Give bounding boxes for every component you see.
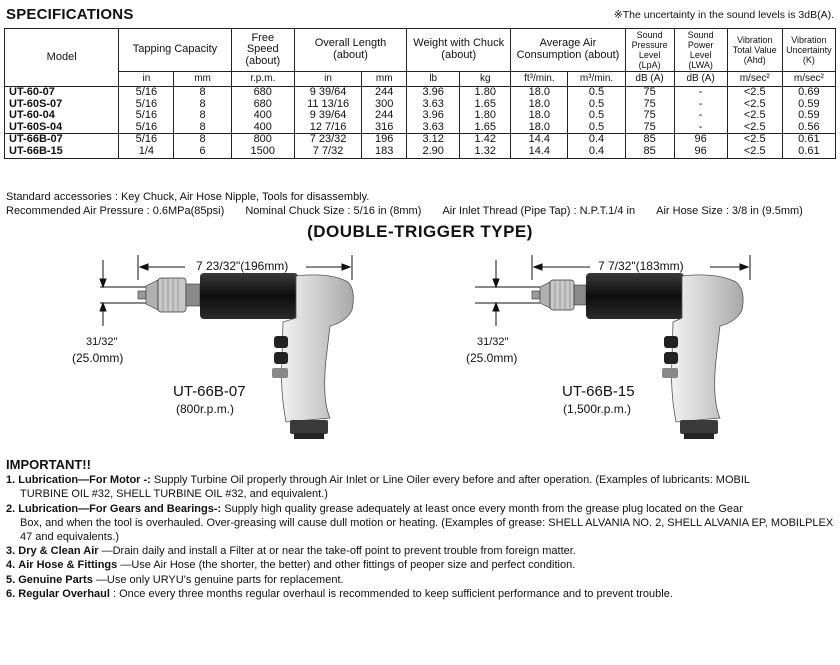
double-trigger [272, 336, 288, 378]
item-heading: Regular Overhaul [18, 587, 110, 600]
recommended-specs [6, 204, 803, 218]
item-text: —Drain daily and install a Filter at or near the take-off point to prevent trouble from foreign matter. [101, 545, 576, 558]
unit-cell: lb [407, 72, 460, 87]
table-cell: 8 [174, 122, 231, 134]
tool2-length-label: 7 7/32"(183mm) [598, 259, 684, 273]
air-inlet [290, 420, 328, 434]
double-trigger [662, 336, 678, 378]
drill-chuck [532, 280, 586, 310]
table-row [5, 110, 836, 122]
table-cell: 14.4 [511, 134, 568, 146]
item-heading: Lubrication—For Gears and Bearings-: [18, 502, 222, 515]
table-row [5, 87, 836, 99]
table-row [5, 122, 836, 134]
table-cell: 0.61 [782, 134, 835, 146]
important-item [6, 544, 834, 558]
table-cell: 0.5 [568, 99, 625, 111]
model-group-ut60 [5, 87, 836, 134]
item-text: —Use Air Hose (the shorter, the better) and other fittings of peoper size and perfect condition. [120, 559, 576, 572]
table-cell: 183 [362, 146, 407, 158]
item-heading: Dry & Clean Air [18, 545, 99, 558]
item-number: 4. [6, 559, 16, 572]
table-cell: 1.32 [460, 146, 511, 158]
item-continuation: Box, and when the tool is overhauled. Over-greasing will cause dull motion or heating. (Examples of grease: SHELL ALVANIA NO. 2, SHELL ALVANIA EP, MOBILPLEX 47 and equivalents.) [20, 516, 834, 544]
important-item [6, 573, 834, 587]
units-row [5, 72, 836, 87]
item-number: 1. [6, 474, 16, 487]
table-cell: 0.61 [782, 146, 835, 158]
table-cell: 75 [625, 122, 674, 134]
motor-body [200, 273, 298, 319]
table-cell: 5/16 [119, 122, 174, 134]
col-model: Model [5, 29, 119, 87]
item-heading: Air Hose & Fittings [18, 559, 118, 572]
tool1-height-in: 31/32" [86, 336, 118, 348]
item-number: 2. [6, 502, 16, 515]
col-sound-pressure: Sound Pressure Level (LpA) [625, 29, 674, 72]
model-group-ut66b [5, 134, 836, 158]
tool2-speed: (1,500r.p.m.) [563, 402, 632, 416]
table-cell: 8 [174, 99, 231, 111]
table-cell: 1500 [231, 146, 294, 158]
table-cell: 1.80 [460, 87, 511, 99]
tool2-model: UT-66B-15 [562, 383, 635, 400]
table-cell: - [674, 99, 727, 111]
table-cell: <2.5 [727, 87, 782, 99]
table-row [5, 134, 836, 146]
important-item [6, 558, 834, 572]
table-cell: 14.4 [511, 146, 568, 158]
item-text: —Use only URYU's genuine parts for replacement. [95, 573, 344, 586]
table-cell: 0.59 [782, 110, 835, 122]
unit-cell: m³/min. [568, 72, 625, 87]
unit-cell: kg [460, 72, 511, 87]
table-cell: 12 7/16 [294, 122, 361, 134]
table-cell: 85 [625, 134, 674, 146]
tool1-length-label: 7 23/32"(196mm) [196, 259, 289, 273]
table-cell: 9 39/64 [294, 87, 361, 99]
col-speed: Free Speed (about) [231, 29, 294, 72]
table-cell: 400 [231, 122, 294, 134]
pistol-grip [672, 275, 744, 422]
col-weight: Weight with Chuck (about) [407, 29, 511, 72]
table-cell: 9 39/64 [294, 110, 361, 122]
unit-cell: in [294, 72, 361, 87]
inlet-thread: Air Inlet Thread (Pipe Tap) : N.P.T.1/4 in [442, 205, 636, 217]
table-cell: 0.5 [568, 87, 625, 99]
important-item [6, 587, 834, 601]
table-cell: 6 [174, 146, 231, 158]
col-sound-power: Sound Power Level (LWA) [674, 29, 727, 72]
unit-cell: r.p.m. [231, 72, 294, 87]
motor-body [586, 273, 684, 319]
model-cell: UT-66B-07 [5, 134, 119, 146]
col-vibration-uncertainty: Vibration Uncertainty (K) [782, 29, 835, 72]
table-cell: 0.59 [782, 99, 835, 111]
table-cell: 0.4 [568, 134, 625, 146]
table-cell: 0.4 [568, 146, 625, 158]
table-cell: 5/16 [119, 87, 174, 99]
table-cell: 11 13/16 [294, 99, 361, 111]
table-cell: - [674, 87, 727, 99]
table-cell: 244 [362, 110, 407, 122]
item-text: Supply high quality grease adequately at least once every month from the grease plug located on the Gear [224, 502, 743, 515]
table-cell: 5/16 [119, 99, 174, 111]
table-cell: 0.69 [782, 87, 835, 99]
item-continuation: TURBINE OIL #32, SHELL TURBINE OIL #32, and equivalent.) [20, 488, 328, 501]
col-vibration-total: Vibration Total Value (Ahd) [727, 29, 782, 72]
table-cell: 8 [174, 87, 231, 99]
section-title: (DOUBLE-TRIGGER TYPE) [307, 222, 533, 241]
table-cell: <2.5 [727, 110, 782, 122]
table-cell: <2.5 [727, 146, 782, 158]
table-cell: 8 [174, 110, 231, 122]
unit-cell: in [119, 72, 174, 87]
item-heading: Lubrication—For Motor -: [18, 474, 151, 487]
table-cell: 0.5 [568, 110, 625, 122]
spec-title: SPECIFICATIONS [6, 6, 134, 23]
table-cell: 18.0 [511, 110, 568, 122]
unit-cell: m/sec² [782, 72, 835, 87]
table-cell: 244 [362, 87, 407, 99]
hose-size: Air Hose Size : 3/8 in (9.5mm) [656, 205, 803, 217]
important-title: IMPORTANT!! [6, 457, 91, 472]
table-cell: 316 [362, 122, 407, 134]
air-pressure: Recommended Air Pressure : 0.6MPa(85psi) [6, 205, 225, 217]
col-length: Overall Length (about) [294, 29, 406, 72]
table-cell: 7 7/32 [294, 146, 361, 158]
model-cell: UT-60S-07 [5, 99, 119, 111]
tool2-height-mm: (25.0mm) [466, 351, 518, 365]
table-cell: 1.65 [460, 99, 511, 111]
item-text: Supply Turbine Oil properly through Air Inlet or Line Oiler every before and after operation. (Examples of lubricants: MOBIL [153, 474, 751, 487]
table-cell: 75 [625, 99, 674, 111]
table-row [5, 99, 836, 111]
unit-cell: mm [174, 72, 231, 87]
table-cell: 96 [674, 134, 727, 146]
unit-cell: dB (A) [674, 72, 727, 87]
important-section [6, 458, 834, 601]
table-cell: 18.0 [511, 99, 568, 111]
table-cell: 400 [231, 110, 294, 122]
table-cell: 300 [362, 99, 407, 111]
table-cell: - [674, 110, 727, 122]
table-cell: - [674, 122, 727, 134]
col-air: Average Air Consumption (about) [511, 29, 625, 72]
col-tapping: Tapping Capacity [119, 29, 231, 72]
table-row [5, 146, 836, 158]
table-cell: 680 [231, 87, 294, 99]
table-cell: 7 23/32 [294, 134, 361, 146]
unit-cell: ft³/min. [511, 72, 568, 87]
standard-accessories: Standard accessories : Key Chuck, Air Hose Nipple, Tools for disassembly. [6, 191, 370, 203]
table-cell: 75 [625, 110, 674, 122]
important-item [6, 502, 834, 545]
unit-cell: mm [362, 72, 407, 87]
table-cell: 18.0 [511, 87, 568, 99]
air-inlet [680, 420, 718, 434]
unit-cell: m/sec² [727, 72, 782, 87]
drill-chuck [138, 278, 200, 312]
item-heading: Genuine Parts [18, 573, 93, 586]
table-cell: 5/16 [119, 110, 174, 122]
tool1-model: UT-66B-07 [173, 383, 246, 400]
table-cell: 680 [231, 99, 294, 111]
model-cell: UT-66B-15 [5, 146, 119, 158]
table-cell: 0.5 [568, 122, 625, 134]
table-cell: 0.56 [782, 122, 835, 134]
table-cell: <2.5 [727, 134, 782, 146]
item-text: : Once every three months regular overhaul is recommended to keep sufficient performance and to prevent trouble. [113, 587, 673, 600]
table-cell: 1.42 [460, 134, 511, 146]
table-cell: 1.65 [460, 122, 511, 134]
height-dimension [475, 260, 540, 326]
table-cell: 3.96 [407, 110, 460, 122]
table-cell: 2.90 [407, 146, 460, 158]
spec-table [4, 28, 836, 159]
item-number: 3. [6, 545, 16, 558]
table-cell: 3.12 [407, 134, 460, 146]
important-list [6, 473, 834, 601]
table-cell: 75 [625, 87, 674, 99]
table-cell: 3.96 [407, 87, 460, 99]
table-cell: <2.5 [727, 122, 782, 134]
table-cell: 1/4 [119, 146, 174, 158]
important-item [6, 473, 834, 501]
item-number: 6. [6, 587, 16, 600]
tool1-height-mm: (25.0mm) [72, 351, 124, 365]
unit-cell: dB (A) [625, 72, 674, 87]
tool1-speed: (800r.p.m.) [176, 402, 235, 416]
chuck-size: Nominal Chuck Size : 5/16 in (8mm) [245, 205, 422, 217]
item-number: 5. [6, 573, 16, 586]
model-cell: UT-60-04 [5, 110, 119, 122]
sound-uncertainty-note: ※The uncertainty in the sound levels is 3dB(A). [613, 9, 834, 21]
model-cell: UT-60S-04 [5, 122, 119, 134]
table-cell: 3.63 [407, 122, 460, 134]
table-cell: 8 [174, 134, 231, 146]
model-cell: UT-60-07 [5, 87, 119, 99]
table-cell: 5/16 [119, 134, 174, 146]
table-cell: 85 [625, 146, 674, 158]
table-cell: 1.80 [460, 110, 511, 122]
table-cell: 800 [231, 134, 294, 146]
table-cell: 18.0 [511, 122, 568, 134]
footnotes [6, 190, 803, 218]
tool2-height-in: 31/32" [477, 336, 509, 348]
table-cell: <2.5 [727, 99, 782, 111]
table-cell: 3.63 [407, 99, 460, 111]
table-cell: 196 [362, 134, 407, 146]
table-cell: 96 [674, 146, 727, 158]
